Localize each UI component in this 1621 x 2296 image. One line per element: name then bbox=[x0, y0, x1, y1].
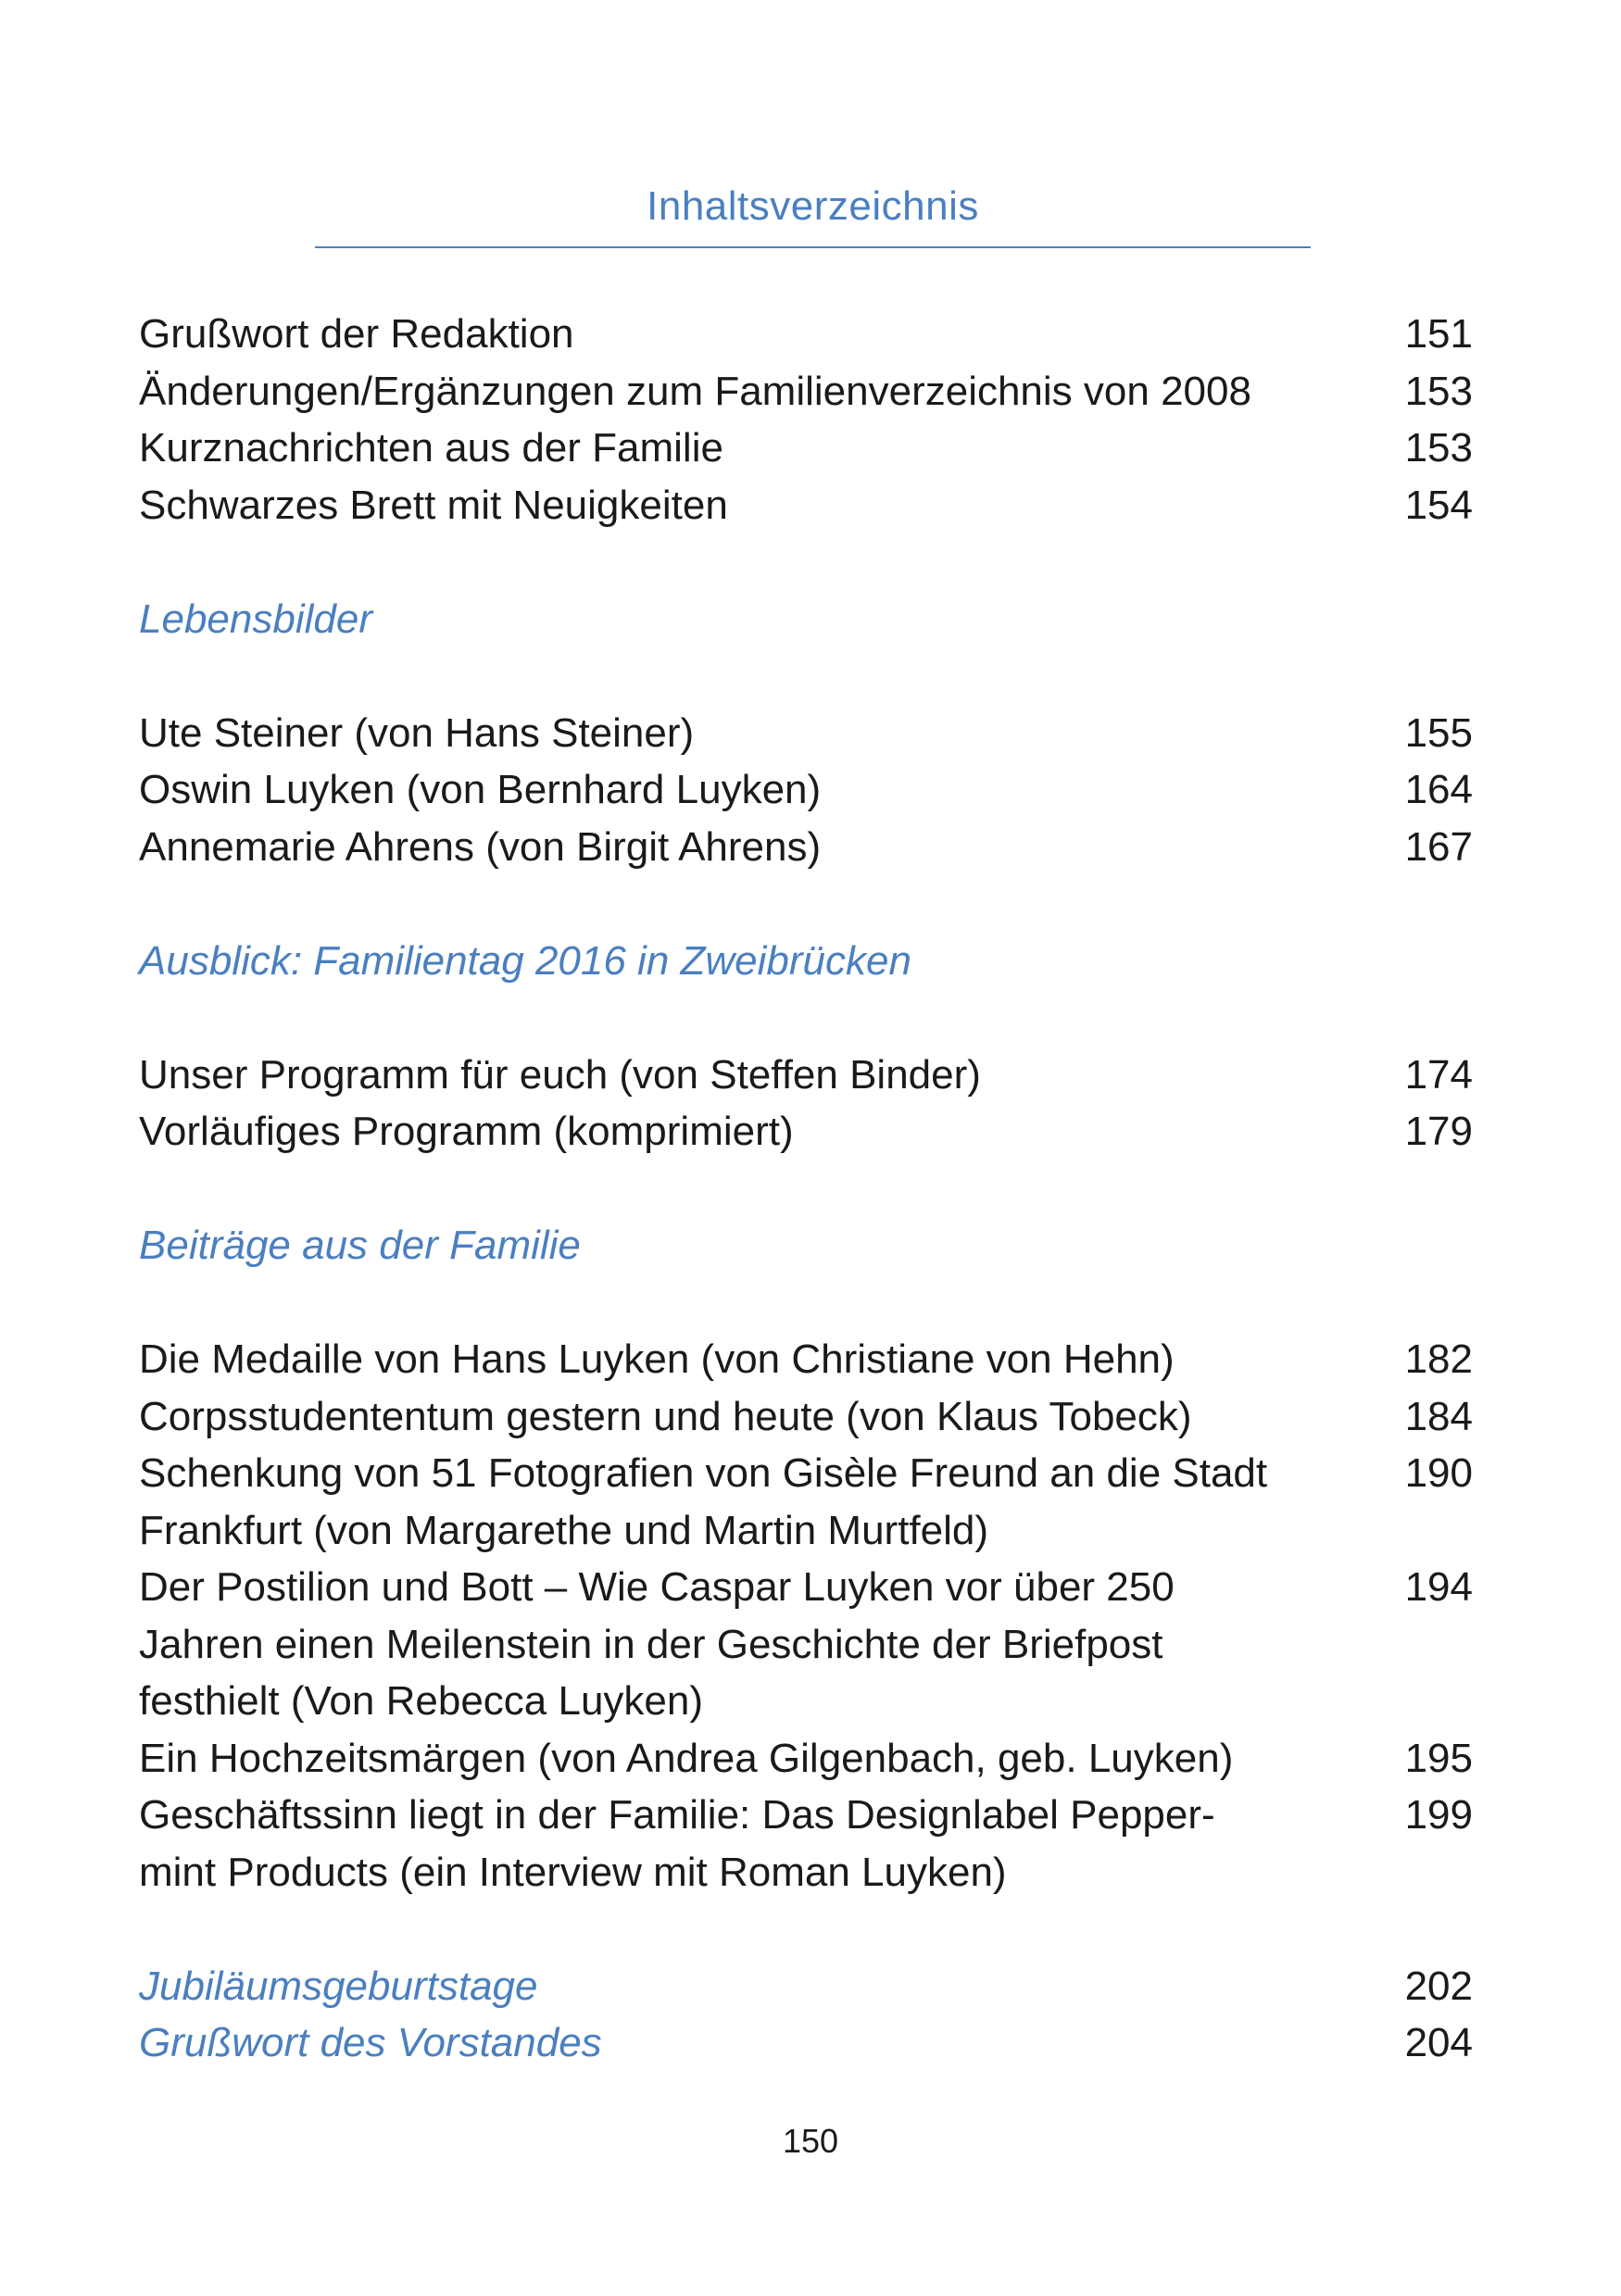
spacer bbox=[139, 1901, 1473, 1958]
section-heading-title: Jubiläumsgeburtstage bbox=[139, 1963, 538, 2009]
toc-entry-page: 184 bbox=[1404, 1393, 1473, 1439]
spacer bbox=[139, 1274, 1473, 1332]
toc-entry[interactable] bbox=[139, 705, 1473, 762]
toc-entry-title: Ute Steiner (von Hans Steiner) bbox=[139, 709, 695, 756]
toc-entry[interactable] bbox=[139, 477, 1473, 534]
toc-entry-page: 154 bbox=[1404, 482, 1473, 528]
toc-entry-title: Geschäftssinn liegt in der Familie: Das Designlabel Pepper- mint Products (ein Interview mit Roman Luyken) bbox=[139, 1792, 1215, 1895]
toc-entry-page: 167 bbox=[1404, 823, 1473, 870]
toc-entry-page: 151 bbox=[1404, 311, 1473, 357]
section-heading-title: Grußwort des Vorstandes bbox=[139, 2020, 602, 2065]
section-heading-lebensbilder[interactable] bbox=[139, 591, 1473, 648]
toc-entry[interactable] bbox=[139, 1559, 1473, 1730]
toc-entry-page: 174 bbox=[1404, 1051, 1473, 1098]
toc-entry-title: Der Postilion und Bott – Wie Caspar Luyken vor über 250 Jahren einen Meilenstein in der Geschichte der Briefpost festhielt (Von Rebecca Luyken) bbox=[139, 1564, 1175, 1724]
toc-entry-page: 182 bbox=[1404, 1336, 1473, 1382]
toc-entry-page: 195 bbox=[1404, 1735, 1473, 1781]
toc-entry-title: Oswin Luyken (von Bernhard Luyken) bbox=[139, 767, 822, 812]
page-title: Inhaltsverzeichnis bbox=[647, 183, 979, 229]
toc-entry[interactable] bbox=[139, 1103, 1473, 1161]
toc-entry[interactable] bbox=[139, 1730, 1473, 1788]
toc-entry[interactable] bbox=[139, 819, 1473, 876]
toc-entry[interactable] bbox=[139, 1047, 1473, 1104]
toc-entry-page: 194 bbox=[1404, 1564, 1473, 1610]
toc-entry[interactable] bbox=[139, 306, 1473, 363]
toc-entry[interactable] bbox=[139, 1445, 1473, 1559]
toc-entry-title: Annemarie Ahrens (von Birgit Ahrens) bbox=[139, 823, 822, 870]
toc-entry-title: Kurznachrichten aus der Familie bbox=[139, 425, 723, 470]
toc-entry[interactable] bbox=[139, 1388, 1473, 1446]
toc-entry[interactable] bbox=[139, 1787, 1473, 1901]
page-number: 150 bbox=[782, 2122, 839, 2160]
spacer bbox=[139, 989, 1473, 1047]
toc-entry-page: 190 bbox=[1404, 1450, 1473, 1496]
toc-entry-page: 202 bbox=[1404, 1963, 1473, 2009]
toc-entry[interactable] bbox=[139, 1331, 1473, 1388]
section-heading-beitraege[interactable] bbox=[139, 1217, 1473, 1274]
section-heading-title: Lebensbilder bbox=[139, 596, 372, 642]
toc-entry-page: 153 bbox=[1404, 368, 1473, 414]
toc-entry-title: Ein Hochzeitsmärgen (von Andrea Gilgenbach, geb. Luyken) bbox=[139, 1735, 1234, 1781]
toc-entry-title: Vorläufiges Programm (komprimiert) bbox=[139, 1109, 794, 1154]
toc-entry-title: Die Medaille von Hans Luyken (von Christiane von Hehn) bbox=[139, 1336, 1175, 1382]
spacer bbox=[139, 647, 1473, 705]
toc-entry-page: 204 bbox=[1404, 2020, 1473, 2065]
toc-entry-title: Schwarzes Brett mit Neuigkeiten bbox=[139, 482, 728, 528]
section-heading-grusswort-vorstand[interactable] bbox=[139, 2014, 1473, 2072]
toc-entry-page: 155 bbox=[1404, 709, 1473, 756]
toc-entry[interactable] bbox=[139, 420, 1473, 477]
toc-entry-title: Corpsstudententum gestern und heute (von Klaus Tobeck) bbox=[139, 1393, 1192, 1439]
toc-entry-title: Unser Programm für euch (von Steffen Binder) bbox=[139, 1051, 981, 1098]
table-of-contents bbox=[139, 306, 1473, 2072]
toc-entry-page: 153 bbox=[1404, 425, 1473, 470]
toc-entry-page: 179 bbox=[1404, 1109, 1473, 1154]
toc-entry[interactable] bbox=[139, 761, 1473, 819]
section-heading-title: Ausblick: Familientag 2016 in Zweibrücken bbox=[139, 937, 911, 984]
spacer bbox=[139, 533, 1473, 591]
toc-entry-title: Grußwort der Redaktion bbox=[139, 311, 574, 357]
toc-entry-page: 199 bbox=[1404, 1792, 1473, 1838]
toc-entry-title: Schenkung von 51 Fotografien von Gisèle Freund an die Stadt Frankfurt (von Margarethe und Martin Murtfeld) bbox=[139, 1450, 1268, 1553]
title-divider bbox=[315, 246, 1311, 248]
spacer bbox=[139, 875, 1473, 933]
spacer bbox=[139, 1161, 1473, 1218]
section-heading-title: Beiträge aus der Familie bbox=[139, 1223, 581, 1268]
toc-entry-page: 164 bbox=[1404, 767, 1473, 812]
section-heading-ausblick[interactable] bbox=[139, 933, 1473, 990]
toc-entry[interactable] bbox=[139, 363, 1473, 420]
section-heading-jubilaeumsgeburtstage[interactable] bbox=[139, 1958, 1473, 2015]
toc-entry-title: Änderungen/Ergänzungen zum Familienverzeichnis von 2008 bbox=[139, 368, 1251, 414]
